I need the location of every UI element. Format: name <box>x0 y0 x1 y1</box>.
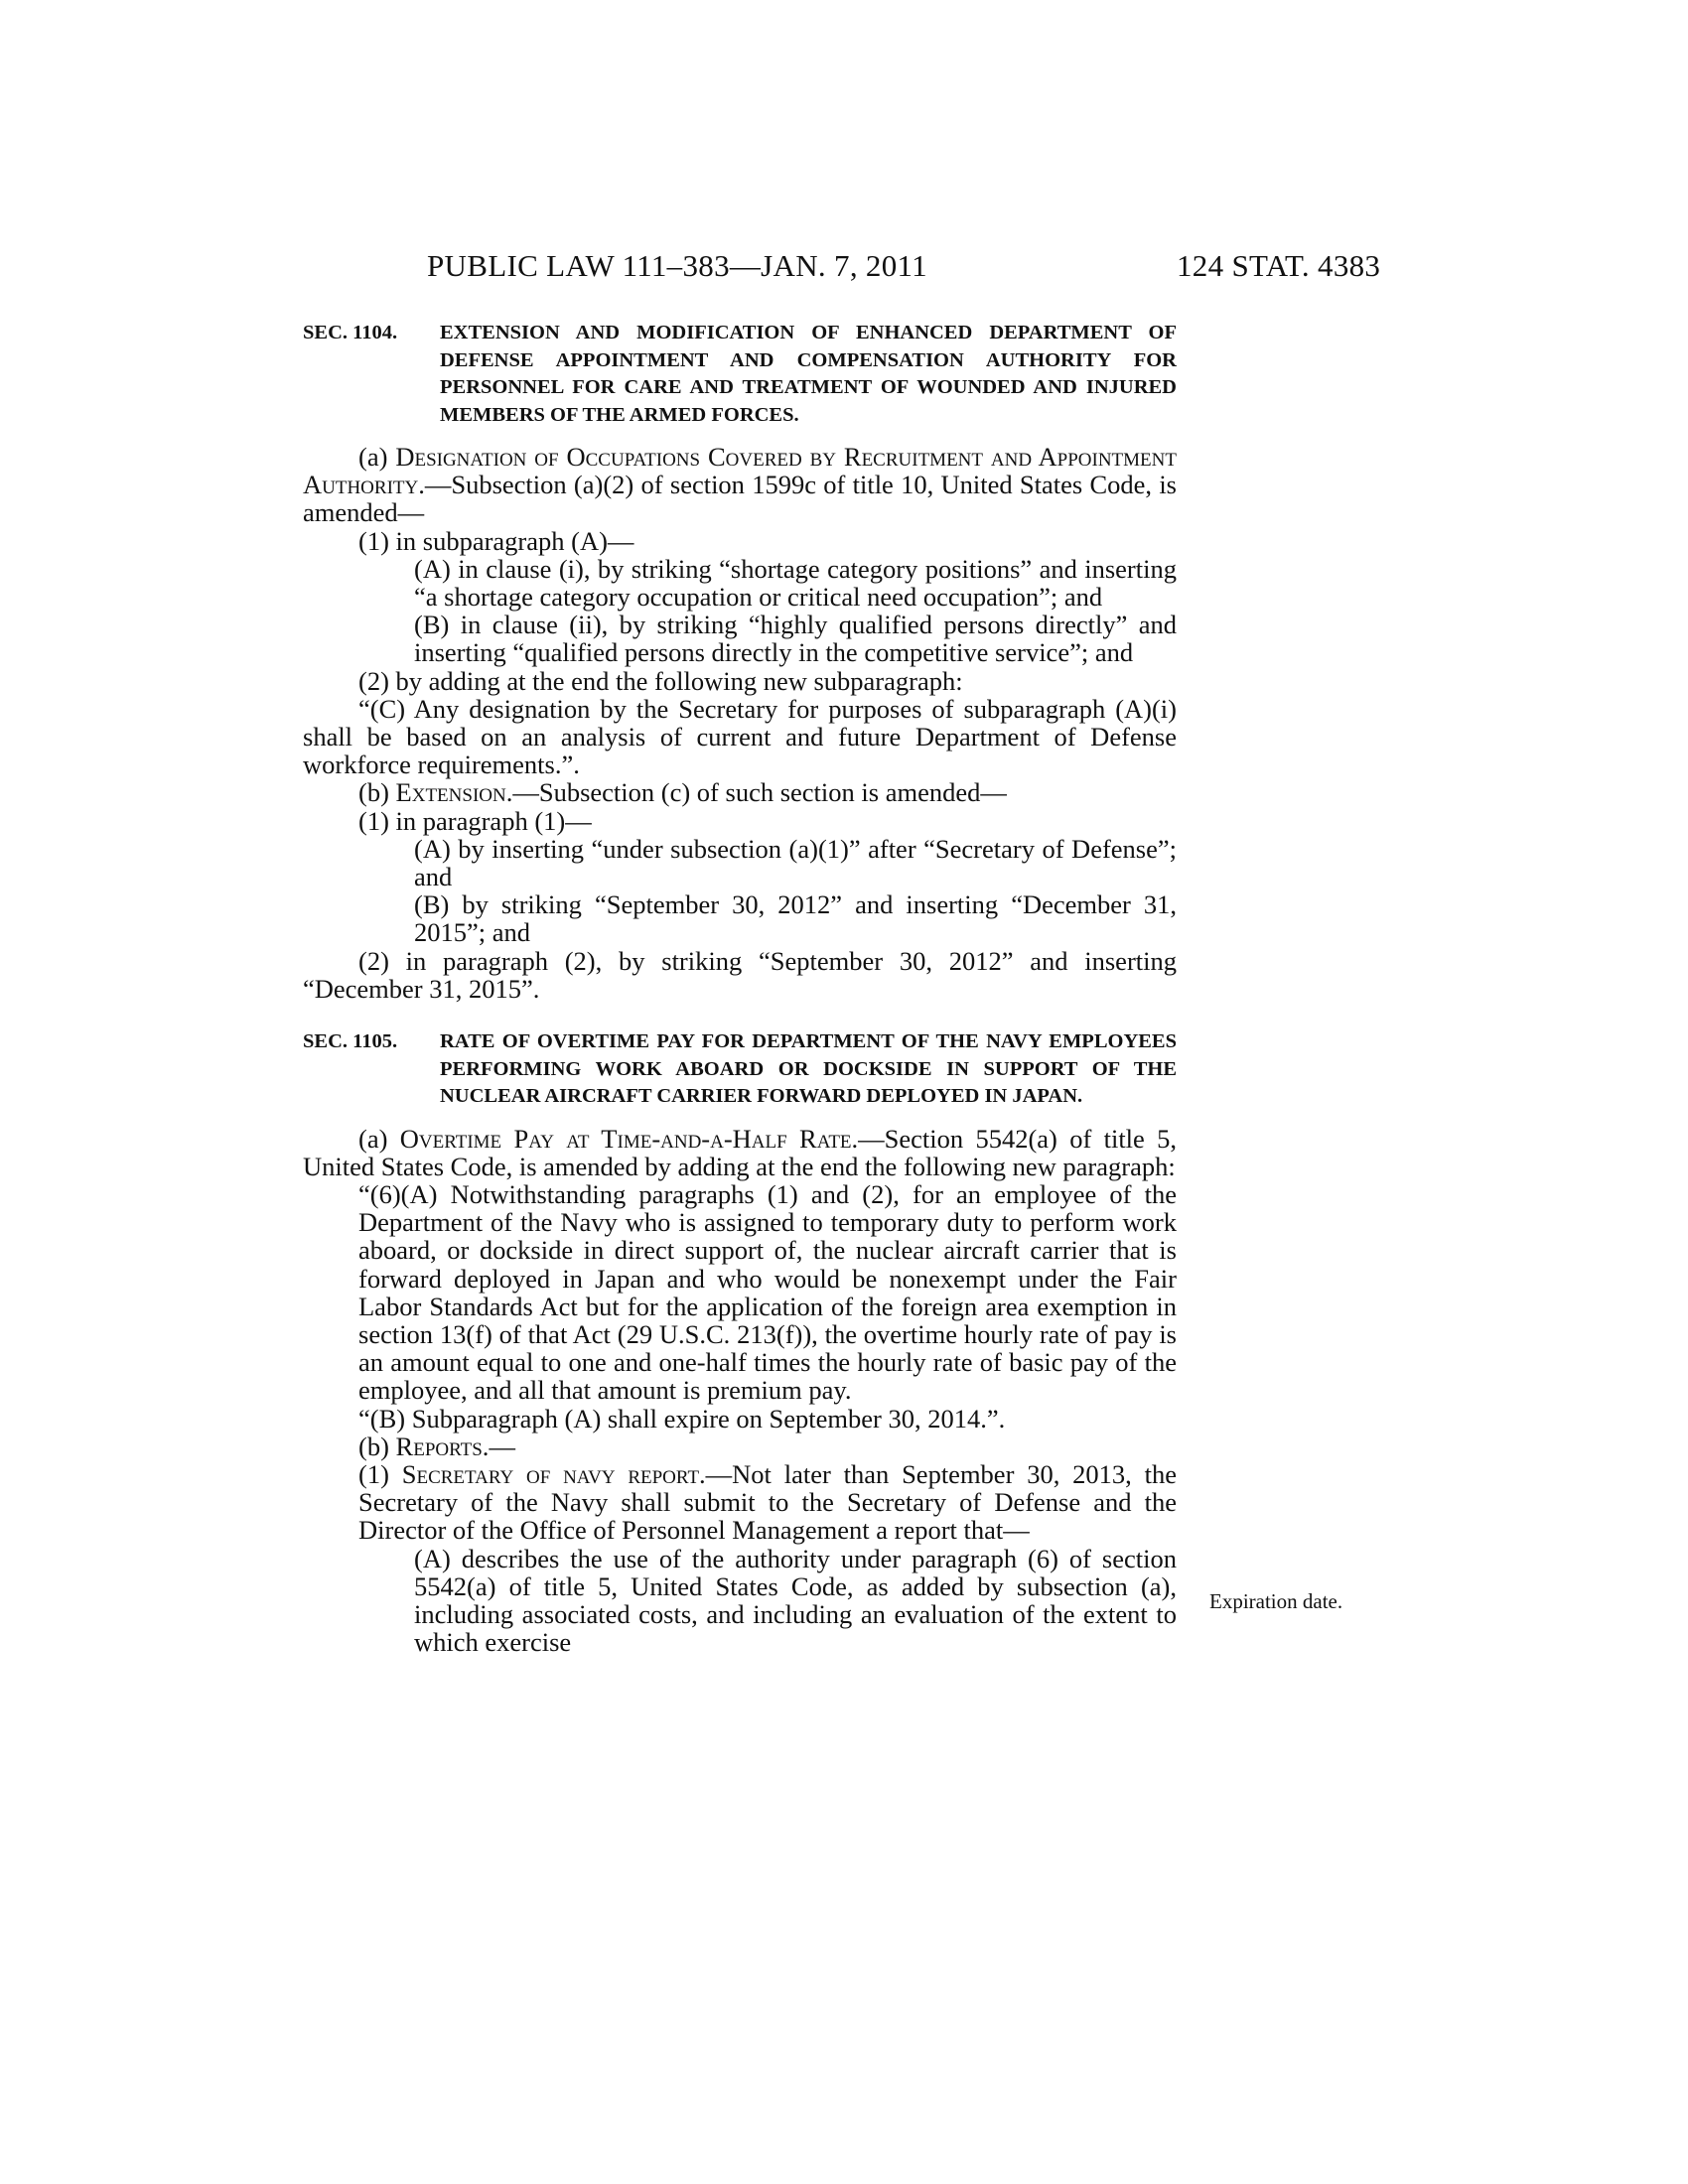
section-title: EXTENSION AND MODIFICATION OF ENHANCED DEPARTMENT OF DEFENSE APPOINTMENT AND COMPENSATION AUTHORITY FOR PERSONNEL FOR CARE AND TREATMENT OF WOUNDED AND INJURED MEMBERS OF THE ARMED FORCES. <box>440 322 1177 426</box>
subsection-caption: Reports. <box>395 1431 490 1461</box>
subparagraph-A: (A) describes the use of the authority under paragraph (6) of section 5542(a) of title 5, United States Code, as added by subsection (a), including associated costs, and including an evaluation of the extent to which exercise <box>414 1543 1177 1658</box>
paragraph-1: (1) in paragraph (1)— <box>358 805 592 836</box>
running-head: PUBLIC LAW 111–383—JAN. 7, 2011 <box>427 248 927 283</box>
section-number: SEC. 1105. <box>303 1030 398 1053</box>
paragraph-2: (2) in paragraph (2), by striking “September 30, 2012” and inserting “December 31, 2015”. <box>303 945 1177 1004</box>
paragraph-1: (1) Secretary of navy report.—Not later than September 30, 2013, the Secretary of the Navy shall submit to the Secretary of Defense and the Director of the Office of Personnel Management a report that— <box>358 1459 1177 1546</box>
section-1104-heading <box>303 320 1177 429</box>
paragraph-2: (2) by adding at the end the following new subparagraph: <box>358 665 963 696</box>
paragraph-1: (1) in subparagraph (A)— <box>358 525 634 556</box>
text-column <box>303 320 1177 1656</box>
statute-citation: 124 STAT. 4383 <box>1177 248 1381 283</box>
quoted-paragraph-6A: “(6)(A) Notwithstanding paragraphs (1) and (2), for an employee of the Department of the Navy who is assigned to temporary duty to perform work aboard, or dockside in direct support of, the nuclear aircraft carrier that is forward deployed in Japan and who would be nonexempt under the Fair Labor Standards Act but for the application of the foreign area exemption in section 13(f) of that Act (29 U.S.C. 213(f)), the overtime hourly rate of pay is an amount equal to one and one-half times the hourly rate of basic pay of the employee, and all that amount is premium pay. <box>358 1178 1177 1406</box>
subsection-caption: Extension. <box>395 777 513 808</box>
quoted-subparagraph-B: “(B) Subparagraph (A) shall expire on September 30, 2014.”. <box>358 1403 1006 1433</box>
subparagraph-B: (B) by striking “September 30, 2012” and inserting “December 31, 2015”; and <box>414 889 1177 948</box>
subsection-b: (b) Reports.— <box>358 1431 515 1461</box>
section-number: SEC. 1104. <box>303 322 398 343</box>
subsection-a: (a) Designation of Occupations Covered by Recruitment and Appointment Authority.—Subsection (a)(2) of section 1599c of title 10, United States Code, is amended— <box>303 442 1177 528</box>
margin-note-expiration: Expiration date. <box>1209 1589 1343 1613</box>
section-spacer <box>303 1003 1177 1028</box>
subparagraph-A: (A) in clause (i), by striking “shortage category positions” and inserting “a shortage category occupation or critical need occupation”; and <box>414 553 1177 613</box>
subsection-caption: Designation of Occupations Covered by Recruitment and Appointment Authority. <box>303 442 1177 500</box>
paragraph-caption: Secretary of navy report. <box>401 1459 706 1489</box>
subsection-caption: Overtime Pay at Time-and-a-Half Rate. <box>399 1123 859 1154</box>
quoted-subparagraph-C: “(C) Any designation by the Secretary for purposes of subparagraph (A)(i) shall be based on an analysis of current and future Department of Defense workforce requirements.”. <box>303 693 1177 780</box>
subsection-a: (a) Overtime Pay at Time-and-a-Half Rate.—Section 5542(a) of title 5, United States Code, is amended by adding at the end the following new paragraph: <box>303 1123 1177 1181</box>
subparagraph-A: (A) by inserting “under subsection (a)(1)” after “Secretary of Defense”; and <box>414 833 1177 892</box>
section-title: RATE OF OVERTIME PAY FOR DEPARTMENT OF THE NAVY EMPLOYEES PERFORMING WORK ABOARD OR DOCKSIDE IN SUPPORT OF THE NUCLEAR AIRCRAFT CARRIER FORWARD DEPLOYED IN JAPAN. <box>440 1030 1177 1108</box>
subsection-b: (b) Extension.—Subsection (c) of such section is amended— <box>358 777 1007 808</box>
section-1105-heading <box>303 1028 1177 1111</box>
subparagraph-B: (B) in clause (ii), by striking “highly qualified persons directly” and inserting “qualified persons directly in the competitive service”; and <box>414 610 1177 668</box>
